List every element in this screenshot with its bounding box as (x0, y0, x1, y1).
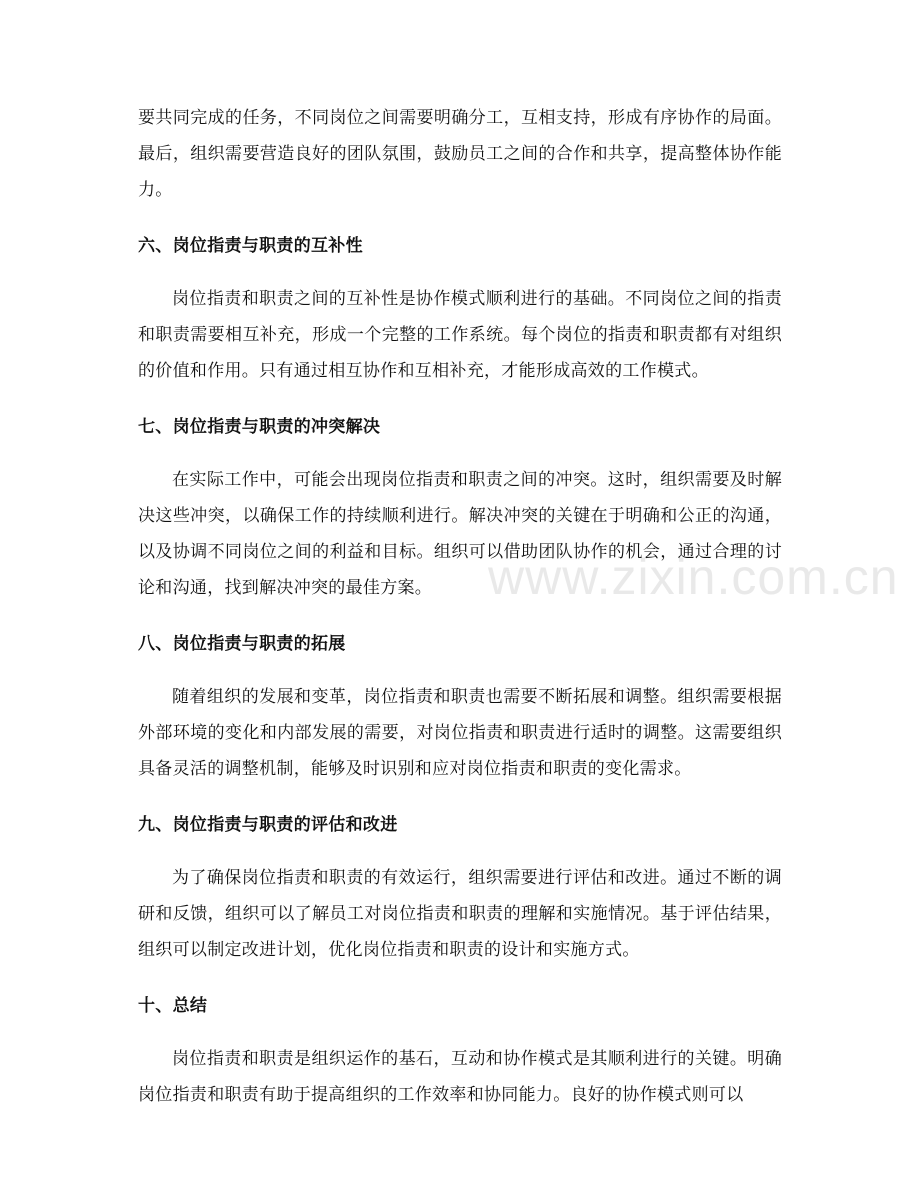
section-body-10: 岗位指责和职责是组织运作的基石，互动和协作模式是其顺利进行的关键。明确岗位指责和职责有助于提高组织的工作效率和协同能力。良好的协作模式则可以 (138, 1049, 782, 1105)
section-body-7: 在实际工作中，可能会出现岗位指责和职责之间的冲突。这时，组织需要及时解决这些冲突，以确保工作的持续顺利进行。解决冲突的关键在于明确和公正的沟通，以及协调不同岗位之间的利益和目标。组织可以借助团队协作的机会，通过合理的讨论和沟通，找到解决冲突的最佳方案。 (138, 470, 782, 598)
section-body-6: 岗位指责和职责之间的互补性是协作模式顺利进行的基础。不同岗位之间的指责和职责需要相互补充，形成一个完整的工作系统。每个岗位的指责和职责都有对组织的价值和作用。只有通过相互协作和互相补充，才能形成高效的工作模式。 (138, 289, 782, 381)
intro-paragraph: 要共同完成的任务，不同岗位之间需要明确分工，互相支持，形成有序协作的局面。最后，组织需要营造良好的团队氛围，鼓励员工之间的合作和共享，提高整体协作能力。 (138, 108, 782, 200)
watermark: www.zixin.com.cn (488, 549, 899, 605)
section-heading-7: 七、岗位指责与职责的冲突解决 (138, 417, 381, 437)
section-body-9: 为了确保岗位指责和职责的有效运行，组织需要进行评估和改进。通过不断的调研和反馈，组织可以了解员工对岗位指责和职责的理解和实施情况。基于评估结果，组织可以制定改进计划，优化岗位指责和职责的设计和实施方式。 (138, 868, 782, 960)
section-heading-9: 九、岗位指责与职责的评估和改进 (138, 815, 398, 835)
section-heading-10: 十、总结 (138, 996, 208, 1016)
section-heading-8: 八、岗位指责与职责的拓展 (138, 634, 346, 654)
section-body-8: 随着组织的发展和变革，岗位指责和职责也需要不断拓展和调整。组织需要根据外部环境的变化和内部发展的需要，对岗位指责和职责进行适时的调整。这需要组织具备灵活的调整机制，能够及时识别和应对岗位指责和职责的变化需求。 (138, 687, 782, 779)
document-content (138, 100, 782, 1113)
section-heading-6: 六、岗位指责与职责的互补性 (138, 236, 363, 256)
